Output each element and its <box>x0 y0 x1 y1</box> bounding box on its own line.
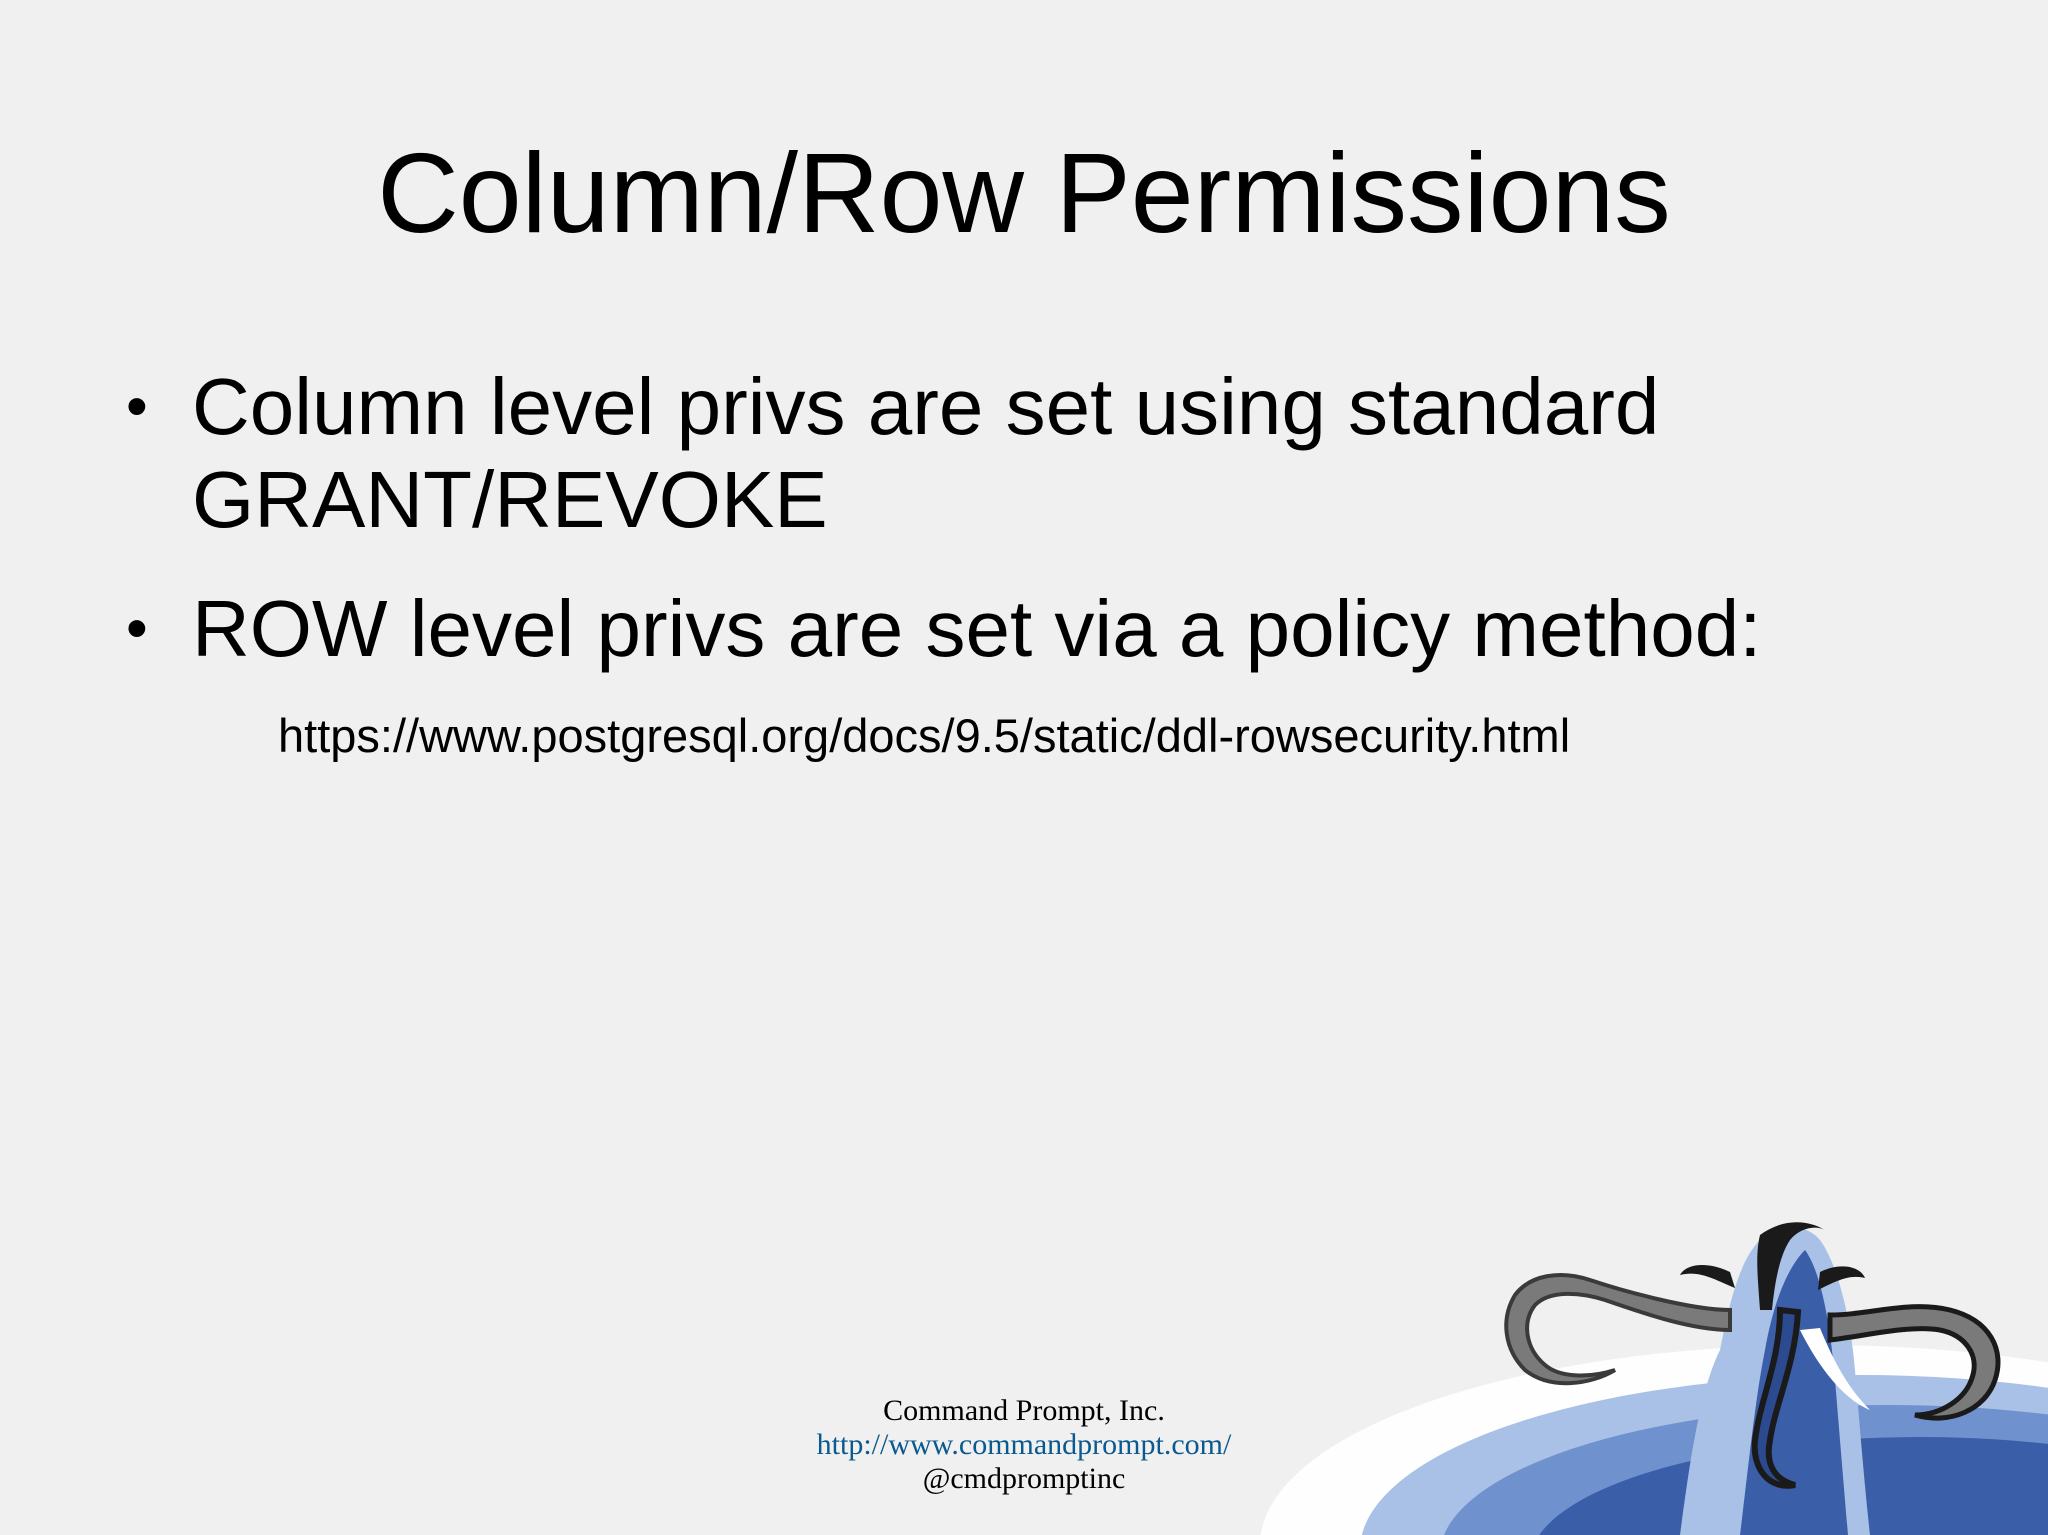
bullet-dot-icon: • <box>126 372 148 441</box>
bullet-item <box>120 582 2000 675</box>
footer-website-link[interactable]: http://www.commandprompt.com/ <box>816 1428 1232 1461</box>
footer-company: Command Prompt, Inc. <box>883 1394 1165 1427</box>
bullet-list <box>120 360 2000 711</box>
footer-handle: @cmdpromptinc <box>922 1462 1126 1495</box>
bullet-text-line1: ROW level privs are set via a policy method: <box>192 584 1762 673</box>
rowsecurity-doc-link[interactable]: https://www.postgresql.org/docs/9.5/static/ddl-rowsecurity.html <box>278 709 1571 762</box>
elephant-logo-icon <box>1260 1200 2048 1535</box>
logo-elephant-ear-right <box>1818 1266 1865 1290</box>
slide-title: Column/Row Permissions <box>377 130 1671 256</box>
bullet-dot-icon: • <box>126 594 148 663</box>
bullet-text-line2: GRANT/REVOKE <box>192 455 828 544</box>
bullet-text-line1: Column level privs are set using standard <box>192 362 1660 451</box>
logo-elephant-ear-left <box>1680 1265 1735 1288</box>
bullet-item <box>120 360 2000 546</box>
